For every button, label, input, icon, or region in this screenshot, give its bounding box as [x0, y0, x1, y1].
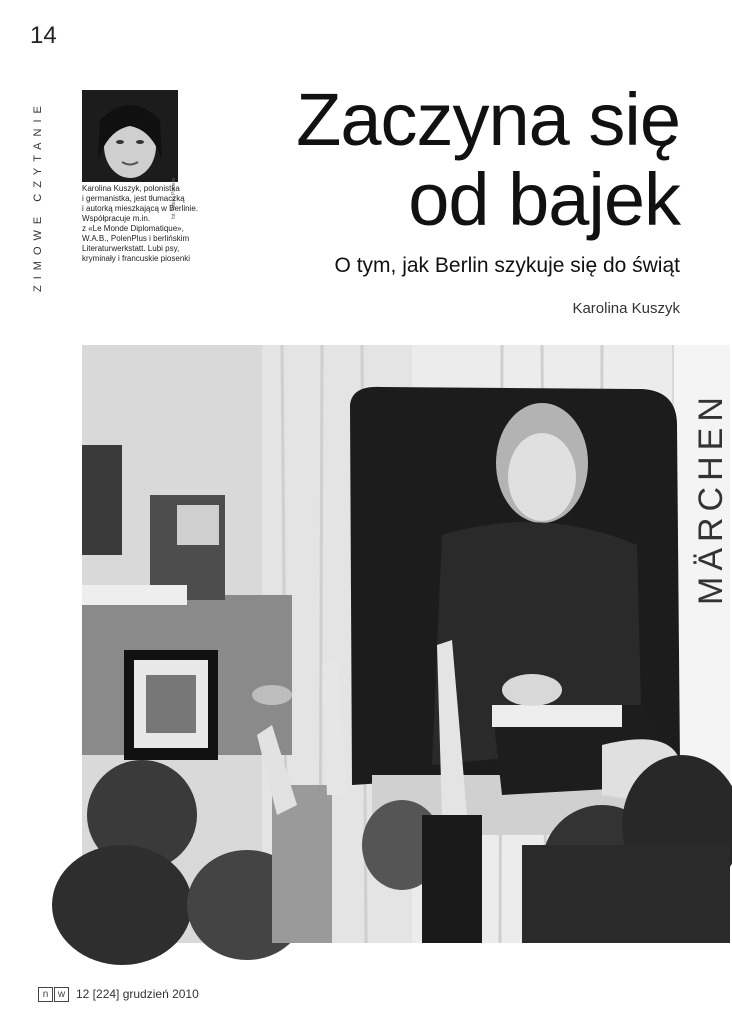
title-line-2: od bajek [408, 158, 680, 241]
bio-line: Karolina Kuszyk, polonistka [82, 184, 180, 193]
page-number: 14 [30, 22, 57, 49]
logo-letter: n [38, 987, 53, 1002]
bio-line: z «Le Monde Diplomatique», [82, 224, 184, 233]
photo-credit: fot. Tobias Pianeta [171, 178, 177, 220]
article-subtitle: O tym, jak Berlin szykuje się do świąt [334, 254, 680, 277]
article-title [250, 80, 680, 240]
logo-letter: w [54, 987, 69, 1002]
article-byline: Karolina Kuszyk [572, 300, 680, 317]
banner-text: MÄRCHEN [692, 391, 730, 605]
bio-line: i autorką mieszkającą w Berlinie. [82, 204, 199, 213]
main-photo [82, 345, 730, 943]
bio-line: W.A.B., PolenPlus i berlińskim [82, 234, 190, 243]
bio-line: Współpracuje m.in. [82, 214, 151, 223]
section-label: ZIMOWE CZYTANIE [32, 100, 44, 292]
issue-info: 12 [224] grudzień 2010 [76, 987, 199, 1001]
author-bio [82, 184, 232, 264]
bio-line: kryminały i francuskie piosenki [82, 254, 191, 263]
title-line-1: Zaczyna się [296, 78, 680, 161]
reading-scene-graphic [82, 345, 730, 943]
author-portrait-graphic [82, 90, 178, 182]
magazine-logo [38, 987, 69, 1002]
bio-line: Literaturwerkstatt. Lubi psy, [82, 244, 180, 253]
bio-line: i germanistka, jest tłumaczką [82, 194, 185, 203]
